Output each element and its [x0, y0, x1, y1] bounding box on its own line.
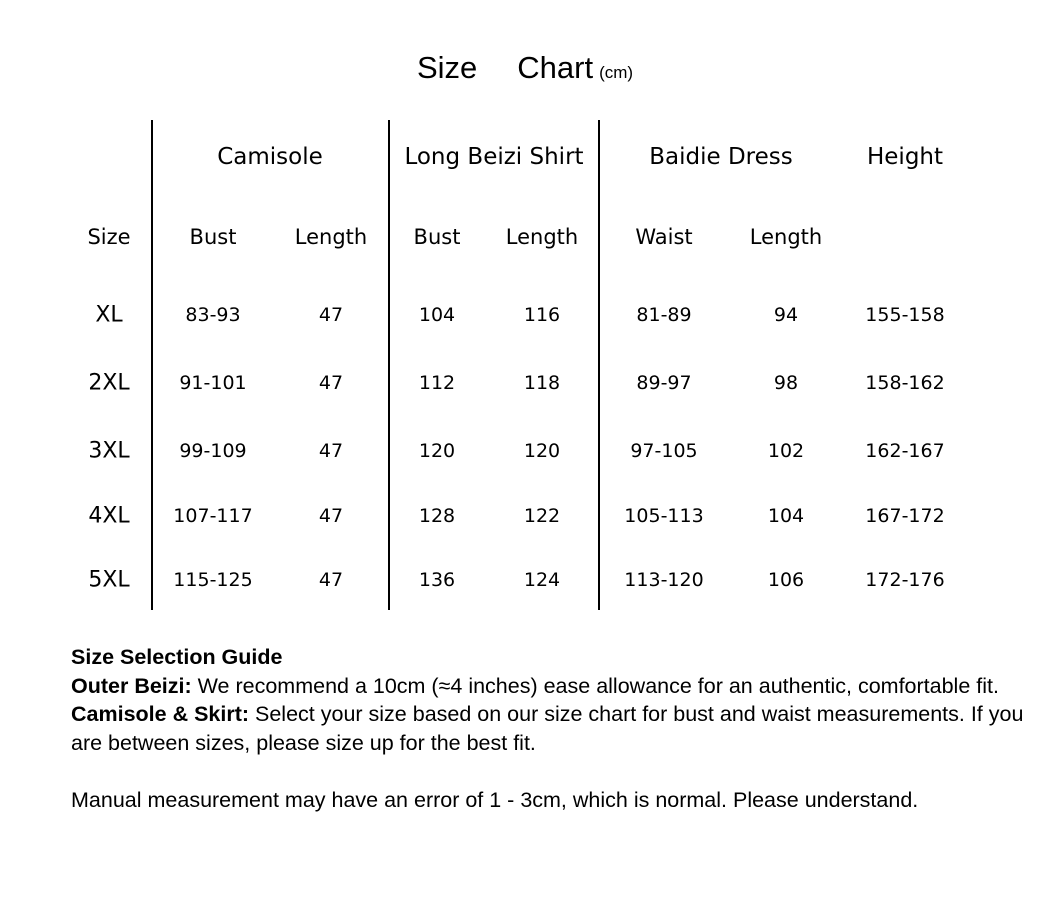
- cell-camisole-length: 47: [318, 505, 344, 527]
- cell-height: 158-162: [865, 372, 945, 394]
- cell-height: 172-176: [865, 569, 945, 591]
- cell-shirt-bust: 136: [418, 569, 456, 591]
- group-header-height: Height: [866, 144, 944, 170]
- cell-dress-waist: 113-120: [624, 569, 704, 591]
- size-label: 4XL: [88, 503, 130, 529]
- column-header-camisole-bust: Bust: [189, 225, 237, 249]
- cell-height: 155-158: [865, 304, 945, 326]
- cell-dress-length: 104: [767, 505, 805, 527]
- group-header-dress: Baidie Dress: [649, 144, 793, 170]
- title-word-size: Size: [416, 50, 478, 85]
- size-label: 5XL: [88, 567, 130, 593]
- cell-camisole-bust: 99-109: [179, 440, 247, 462]
- size-label: 3XL: [88, 438, 130, 464]
- group-header-camisole: Camisole: [217, 144, 323, 170]
- cell-shirt-length: 122: [523, 505, 561, 527]
- cell-shirt-bust: 104: [418, 304, 456, 326]
- cell-camisole-length: 47: [318, 372, 344, 394]
- column-header-dress-waist: Waist: [635, 225, 693, 249]
- size-chart-title: [0, 50, 1050, 86]
- outer-beizi-label: Outer Beizi:: [71, 673, 192, 698]
- cell-dress-length: 94: [773, 304, 799, 326]
- column-header-shirt-length: Length: [505, 225, 579, 249]
- cell-shirt-length: 124: [523, 569, 561, 591]
- column-divider: [388, 120, 390, 610]
- size-selection-guide: [71, 643, 1031, 814]
- column-divider: [151, 120, 153, 610]
- cell-dress-length: 98: [773, 372, 799, 394]
- cell-camisole-bust: 107-117: [173, 505, 253, 527]
- column-header-camisole-length: Length: [294, 225, 368, 249]
- camisole-skirt-text: Select your size based on our size chart for bust and waist measurements. If you are between sizes, please size up for the best fit.: [71, 702, 1024, 755]
- title-word-chart: Chart: [517, 50, 594, 85]
- cell-height: 162-167: [865, 440, 945, 462]
- cell-camisole-length: 47: [318, 440, 344, 462]
- column-header-dress-length: Length: [749, 225, 823, 249]
- cell-shirt-length: 118: [523, 372, 561, 394]
- cell-dress-waist: 81-89: [636, 304, 692, 326]
- cell-shirt-bust: 128: [418, 505, 456, 527]
- guide-heading: Size Selection Guide: [71, 645, 283, 669]
- camisole-skirt-label: Camisole & Skirt:: [71, 702, 250, 726]
- cell-camisole-bust: 83-93: [185, 304, 241, 326]
- cell-dress-length: 102: [767, 440, 805, 462]
- column-header-shirt-bust: Bust: [413, 225, 461, 249]
- cell-camisole-bust: 91-101: [179, 372, 247, 394]
- cell-shirt-length: 116: [523, 304, 561, 326]
- cell-dress-waist: 97-105: [630, 440, 698, 462]
- camisole-skirt-note: [71, 700, 1031, 757]
- cell-dress-waist: 89-97: [636, 372, 692, 394]
- cell-dress-waist: 105-113: [624, 505, 704, 527]
- column-divider: [598, 120, 600, 610]
- measurement-error-note: Manual measurement may have an error of 1 - 3cm, which is normal. Please understand.: [71, 787, 919, 812]
- outer-beizi-note: [71, 672, 1031, 701]
- cell-height: 167-172: [865, 505, 945, 527]
- cell-camisole-length: 47: [318, 569, 344, 591]
- cell-camisole-bust: 115-125: [173, 569, 253, 591]
- group-header-shirt: Long Beizi Shirt: [404, 144, 584, 170]
- cell-shirt-bust: 112: [418, 372, 456, 394]
- cell-shirt-length: 120: [523, 440, 561, 462]
- cell-shirt-bust: 120: [418, 440, 456, 462]
- cell-camisole-length: 47: [318, 304, 344, 326]
- cell-dress-length: 106: [767, 569, 805, 591]
- column-header-size: Size: [87, 225, 131, 249]
- title-unit: (cm): [599, 63, 634, 82]
- size-label: XL: [95, 302, 123, 328]
- size-label: 2XL: [88, 370, 130, 396]
- outer-beizi-text: We recommend a 10cm (≈4 inches) ease allowance for an authentic, comfortable fit.: [191, 673, 999, 698]
